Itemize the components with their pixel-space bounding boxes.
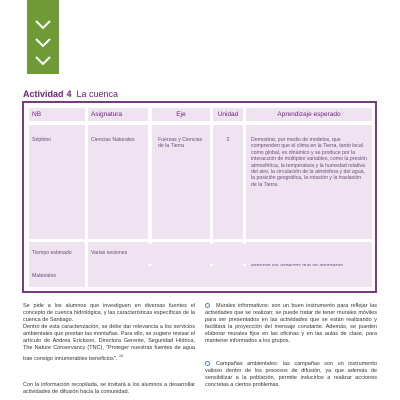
bullet-icon bbox=[205, 303, 210, 308]
cell-nb: Séptimo bbox=[29, 125, 85, 239]
activity-number: 4 bbox=[66, 89, 72, 99]
left-paragraph-2-text: Dentro de esta caracterización, se debe dar relevancia a los servicios ambientales que prestan las montañas. Para ello, se sugiere revisar el artículo de Andrea Erickson, Directora Gerente, Seguridad Hídrica, The Nature Conservancy (TNC), "Proteger nuestras fuentes de agua trae consigo innumerables beneficios". bbox=[23, 324, 195, 363]
cell-asignatura: Ciencias Naturales bbox=[88, 125, 148, 239]
activity-title bbox=[23, 89, 118, 99]
activity-label: Actividad bbox=[23, 89, 64, 99]
materiales-value bbox=[88, 266, 372, 287]
header-eje: Eje bbox=[152, 108, 210, 121]
left-paragraph-3: Con la información recopilada, se invitará a los alumnos a desarrollar actividades de difusión hacia la comunidad. bbox=[23, 382, 195, 396]
header-nb: NB bbox=[29, 108, 85, 121]
tiempo-label: Tiempo estimado bbox=[29, 244, 85, 264]
header-asignatura: Asignatura bbox=[88, 108, 148, 121]
right-paragraph-1-text: Murales informativos: son un buen instrumento para reflejar las actividades que se realizan; se puede tratar de tener murales móviles para ser presentados en las actividades que se están realizando y facilitará la proyección del mensaje constante. Además, se pueden elaborar murales fijos en las oficinas y en las aulas de clase, para mantener informados a los grupos. bbox=[205, 303, 377, 345]
footnote-ref: 10 bbox=[118, 353, 124, 359]
cell-unidad: 2 bbox=[213, 125, 243, 239]
tiempo-value: Varias sesiones bbox=[88, 244, 372, 264]
bullet-icon bbox=[205, 361, 210, 366]
cell-aprendizaje: Demostrar, por medio de modelos, que comprenden que el clima en la Tierra, tanto local como global, es dinámico y se produce por la interacción de múltiples variables, como la presión atmosférica, la temperatura y la humedad relativa del aire, la circulación de la atmósfera y del agua, la posición geográfica, la rotación y la traslación de la Tierra. bbox=[246, 125, 372, 239]
activity-name: La cuenca bbox=[76, 89, 119, 99]
left-paragraph-2 bbox=[23, 324, 195, 363]
header-aprendizaje: Aprendizaje esperado bbox=[246, 108, 372, 121]
chevron-down-icon bbox=[35, 56, 51, 66]
left-paragraph-1: Se pide a los alumnos que investiguen en diversas fuentes el concepto de cuenca hidrológica, y las características específicas de la cuenca de Santiago. bbox=[23, 303, 195, 324]
right-paragraph-2 bbox=[205, 361, 377, 389]
materiales-label: Materiales bbox=[29, 266, 85, 287]
right-paragraph-1 bbox=[205, 303, 377, 346]
right-paragraph-2-text: Campañas ambientales: las campañas son un instrumento valioso dentro de los procesos de difusión, ya que además de sensibilizar a la población, permite inducirlos a realizar acciones concretas a ciertos problemas. bbox=[205, 361, 377, 389]
chevron-down-icon bbox=[35, 20, 51, 30]
chevron-down-icon bbox=[35, 38, 51, 48]
cell-eje: Fuerzas y Ciencias de la Tierra bbox=[152, 125, 210, 239]
header-unidad: Unidad bbox=[213, 108, 243, 121]
